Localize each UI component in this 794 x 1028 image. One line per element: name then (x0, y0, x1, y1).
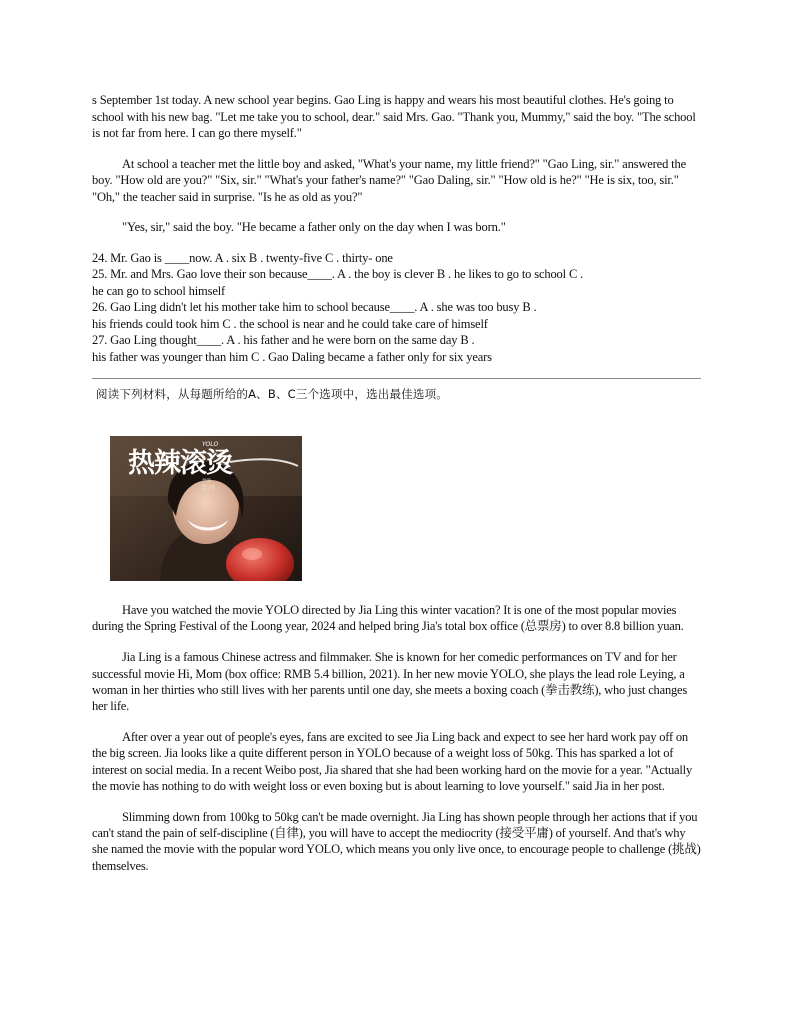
passage-one-paragraph-3: "Yes, sir," said the boy. "He became a father only on the day when I was born." (122, 220, 506, 234)
passage-two-paragraph-2: Jia Ling is a famous Chinese actress and filmmaker. She is known for her comedic performances on TV and for her successful movie Hi, Mom (box office: RMB 5.4 billion, 2021). In her new movie YOLO, she plays the lead role Leying, a woman in her thirties who still lives with her parents until one day, she meets a boxing coach (拳击教练), who just changes her life. (92, 650, 688, 714)
question-line: he can go to school himself (92, 283, 226, 298)
poster-director-name: 贾玲 (201, 484, 215, 492)
passage-one-paragraph-1: s September 1st today. A new school year begins. Gao Ling is happy and wears his most beautiful clothes. He's going to school with his new bag. "Let me take you to school, dear." said Mrs. Gao. "Thank you, Mummy," said the boy. "The school is not far from here. I can go there myself." (92, 93, 696, 140)
question-line: 24. Mr. Gao is ____now. A . six B . twenty-five C . thirty- one (92, 250, 393, 265)
poster-title: 热辣滚烫 (128, 448, 232, 479)
question-list (92, 250, 702, 366)
passage-two-paragraph-4: Slimming down from 100kg to 50kg can't be made overnight. Jia Ling has shown people through her actions that if you can't stand the pain of self-discipline (自律), you will have to accept the mediocrity (接受平庸) of yourself. And that's why she named the movie with the popular word YOLO, which means you only live once, to encourage people to challenge (挑战) themselves. (92, 810, 701, 873)
passage-one (92, 92, 702, 365)
question-line: 27. Gao Ling thought____. A . his father and he were born on the same day B . (92, 333, 475, 347)
question-line: 25. Mr. and Mrs. Gao love their son because____. A . the boy is clever B . he likes to go to school C . (92, 267, 584, 281)
question-line: his friends could took him C . the school is near and he could take care of himself (92, 316, 488, 331)
passage-two (92, 602, 702, 889)
movie-poster-image (110, 436, 302, 581)
passage-one-paragraph-2: At school a teacher met the little boy and asked, "What's your name, my little friend?" "Gao Ling, sir." answered the boy. "How old are you?" "Six, sir." "What's your father's name?" "Gao Daling, sir." "How old is he?" "He is six, too, sir." "Oh," the teacher said in surprise. "Is he as old as you?" (92, 156, 686, 204)
question-line: his father was younger than him C . Gao Daling became a father only for six years (92, 349, 492, 364)
passage-two-paragraph-3: After over a year out of people's eyes, fans are excited to see Jia Ling back and expect to see her hard work pay off on the big screen. Jia looks like a quite different person in YOLO because of a weight loss of 50kg. This has sparked a lot of interest on social media. In a recent Weibo post, Jia shared that she had been working hard on the movie for a year. "Actually the movie has nothing to do with weight loss or even boxing but is about learning to love yourself." said Jia in her post. (92, 730, 692, 793)
question-line: 26. Gao Ling didn't let his mother take him to school because____. A . she was too busy B . (92, 300, 537, 314)
section-instruction: 阅读下列材料，从每题所给的A、B、C三个选项中，选出最佳选项。 (96, 387, 448, 401)
poster-brand: YOLO (202, 441, 219, 448)
poster-director-label: 导演 (202, 479, 211, 484)
section-divider (92, 378, 701, 379)
passage-two-paragraph-1: Have you watched the movie YOLO directed by Jia Ling this winter vacation? It is one of the most popular movies during the Spring Festival of the Loong year, 2024 and helped bring Jia's total box office (总票房) to over 8.8 billion yuan. (92, 603, 684, 634)
